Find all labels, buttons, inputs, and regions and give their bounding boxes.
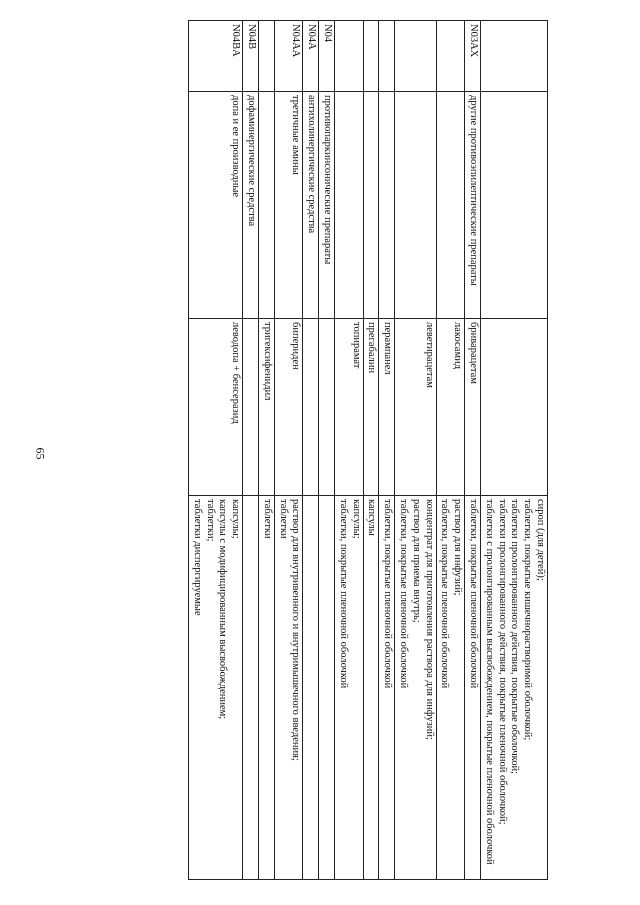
- group-name-cell: третичные амины: [274, 92, 303, 319]
- drug-name-cell: тригексифенидил: [259, 319, 275, 496]
- table-row: [363, 21, 379, 880]
- group-name-cell: [363, 92, 379, 319]
- table-row: [379, 21, 395, 880]
- dosage-form-line: таблетки, покрытые пленочной оболочкой: [337, 499, 349, 689]
- dosage-form-line: таблетки, покрытые пленочной оболочкой: [398, 499, 410, 689]
- group-name-cell: допа и ее производные: [189, 92, 243, 319]
- dosage-forms-cell: [481, 496, 548, 880]
- dosage-form-line: раствор для внутривенного и внутримышечного введения;: [290, 499, 302, 761]
- table-row: [436, 21, 465, 880]
- drug-name-cell: перампанел: [379, 319, 395, 496]
- dosage-forms-cell: [379, 496, 395, 880]
- dosage-form-line: таблетки: [277, 499, 289, 539]
- table-row: [335, 21, 364, 880]
- drug-name-cell: топирамат: [335, 319, 364, 496]
- dosage-form-line: таблетки, покрытые пленочной оболочкой: [382, 499, 394, 689]
- atc-code-cell: [335, 21, 364, 92]
- atc-code-cell: [379, 21, 395, 92]
- drug-name-cell: [243, 319, 259, 496]
- group-name-cell: [379, 92, 395, 319]
- dosage-forms-cell: [259, 496, 275, 880]
- group-name-cell: [436, 92, 465, 319]
- group-name-cell: другие противоэпилептические препараты: [465, 92, 481, 319]
- drug-name-cell: бипериден: [274, 319, 303, 496]
- table-row: [189, 21, 243, 880]
- drug-name-cell: [303, 319, 319, 496]
- atc-code-cell: [481, 21, 548, 92]
- dosage-forms-cell: [303, 496, 319, 880]
- drug-name-cell: леветирацетам: [395, 319, 436, 496]
- group-name-cell: [481, 92, 548, 319]
- atc-code-cell: N03AX: [465, 21, 481, 92]
- table-row: [259, 21, 275, 880]
- rotated-table-container: [92, 20, 548, 880]
- dosage-form-line: таблетки, покрытые пленочной оболочкой: [468, 499, 480, 689]
- table-row: [274, 21, 303, 880]
- table-row: [395, 21, 436, 880]
- dosage-form-line: таблетки, покрытые пленочной оболочкой: [439, 499, 451, 689]
- dosage-form-line: таблетки пролонгированного действия, покрытые оболочкой;: [509, 499, 521, 774]
- dosage-forms-cell: [335, 496, 364, 880]
- dosage-form-line: капсулы;: [350, 499, 362, 539]
- drug-table: [188, 20, 548, 880]
- dosage-form-line: капсулы;: [230, 499, 242, 539]
- drug-name-cell: леводопа + бенсеразид: [189, 319, 243, 496]
- dosage-form-line: таблетки: [261, 499, 273, 539]
- group-name-cell: [335, 92, 364, 319]
- dosage-forms-cell: [274, 496, 303, 880]
- group-name-cell: дофаминергические средства: [243, 92, 259, 319]
- group-name-cell: [259, 92, 275, 319]
- table-row: [481, 21, 548, 880]
- dosage-forms-cell: [189, 496, 243, 880]
- dosage-forms-cell: [243, 496, 259, 880]
- table-row: [303, 21, 319, 880]
- drug-name-cell: [319, 319, 335, 496]
- atc-code-cell: [436, 21, 465, 92]
- drug-name-cell: лакосамид: [436, 319, 465, 496]
- atc-code-cell: N04: [319, 21, 335, 92]
- atc-code-cell: N04B: [243, 21, 259, 92]
- dosage-form-line: таблетки с пролонгированным высвобождением, покрытые пленочной оболочкой: [483, 499, 495, 865]
- group-name-cell: антихолинергические средства: [303, 92, 319, 319]
- dosage-form-line: таблетки диспергируемые: [191, 499, 203, 616]
- drug-name-cell: прегабалин: [363, 319, 379, 496]
- dosage-forms-cell: [319, 496, 335, 880]
- dosage-form-line: таблетки;: [204, 499, 216, 542]
- dosage-form-line: капсулы с модифицированным высвобождением;: [217, 499, 229, 720]
- dosage-form-line: раствор для инфузий;: [452, 499, 464, 596]
- dosage-forms-cell: [363, 496, 379, 880]
- atc-code-cell: N04BA: [189, 21, 243, 92]
- table-row: [465, 21, 481, 880]
- group-name-cell: [395, 92, 436, 319]
- dosage-form-line: капсулы: [366, 499, 378, 536]
- atc-code-cell: N04AA: [274, 21, 303, 92]
- group-name-cell: противопаркинсонические препараты: [319, 92, 335, 319]
- table-row: [319, 21, 335, 880]
- dosage-forms-cell: [395, 496, 436, 880]
- dosage-form-line: таблетки пролонгированного действия, покрытые пленочной оболочкой;: [496, 499, 508, 825]
- atc-code-cell: [395, 21, 436, 92]
- atc-code-cell: [363, 21, 379, 92]
- dosage-form-line: сироп (для детей);: [535, 499, 546, 581]
- dosage-form-line: раствор для приема внутрь;: [410, 499, 422, 623]
- page-number: 65: [33, 447, 48, 460]
- atc-code-cell: [259, 21, 275, 92]
- dosage-forms-cell: [465, 496, 481, 880]
- dosage-form-line: таблетки, покрытые кишечнорастворимой оболочкой;: [522, 499, 534, 741]
- drug-name-cell: бриварацетам: [465, 319, 481, 496]
- dosage-form-line: концентрат для приготовления раствора для инфузий;: [423, 499, 435, 740]
- dosage-forms-cell: [436, 496, 465, 880]
- drug-name-cell: [481, 319, 548, 496]
- atc-code-cell: N04A: [303, 21, 319, 92]
- table-row: [243, 21, 259, 880]
